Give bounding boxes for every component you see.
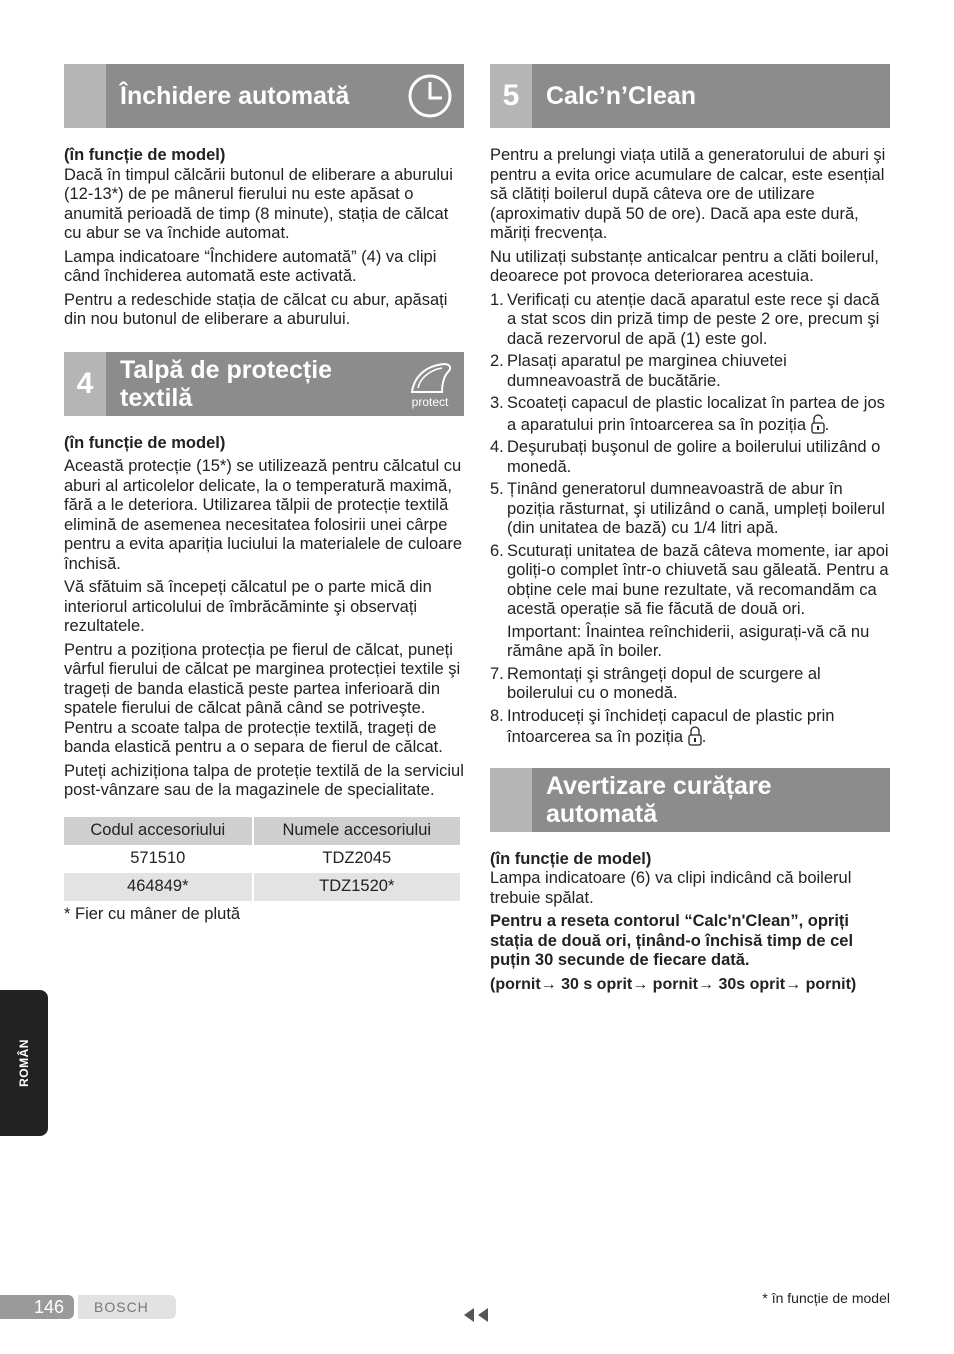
calc-title: Calc’n’Clean [546,82,697,110]
table-cell: 464849* [64,873,252,901]
list-item: 7. Remontați şi strângeți dopul de scurgere al boilerului cu o monedă. [490,664,821,702]
closed-lock-icon [688,726,702,746]
language-label: ROMÂN [17,1039,31,1087]
protect-paragraph: Această protecție (15*) se utilizează pentru călcatul cu aburi al articolelor delicate, la o temperatură maximă, fără a le deteriora. Utilizarea tălpii de protecție textilă elimină de asemenea necesitatea folosirii unei cârpe pentru a evita apariția luciului la materialele de culoare închisă. [64,457,463,573]
list-item: 1. Verificați cu atenție dacă aparatul este rece şi dacă a stat scos din priză timp de peste 2 ore, precum şi dacă rezervorul de apă (1) este gol. [490,290,880,348]
table-header: Numele accesoriului [254,817,460,845]
model-note: (în funcție de model) [490,849,652,868]
table-cell: TDZ2045 [322,849,392,867]
table-header-row [64,817,460,845]
section-number: 5 [490,64,532,128]
iron-protect-icon [404,358,456,410]
accessory-table [62,817,462,901]
section-number-block [64,64,106,128]
calc-intro: Pentru a prelungi viața utilă a generatorului de aburi şi pentru a evita orice acumulare de calcar, este esențial să clătiți boilerul după câteva ore de utilizare (aproximativ după 50 de ore). Dacă apa este dură, măriți frecvența. [490,146,886,242]
table-row [64,873,460,901]
protect-header [64,352,464,416]
brand-label: BOSCH [78,1295,176,1319]
warn-reset-instruction: Pentru a reseta contorul “Calc'n'Clean”, opriți stația de două ori, ținând-o închisă timp de cel puțin 30 secunde de fiecare dată. [490,912,854,969]
calc-steps [490,291,890,748]
list-item: 6. Scuturați unitatea de bază câteva momente, iar apoi goliți-o complet într-o chiuvetă sau găleată. Pentru a obține cele mai bune rezultate, vă recomandăm ca acestă operație să fie făcută de două ori. Important: Înaintea reînchiderii, asigurați-vă că nu rămâne apă în boiler. [490,541,889,660]
warn-title: Avertizare curățare automată [546,771,772,828]
table-cell: 571510 [130,849,186,867]
warn-sequence: (pornit→ 30 s oprit→ pornit→ 30s oprit→ pornit) [490,975,857,993]
list-item: 4. Deşurubați buşonul de golire a boilerului utilizând o monedă. [490,438,881,476]
language-tab [0,990,48,1136]
calc-body [490,146,890,748]
auto-off-title: Închidere automată [120,82,350,110]
section-number: 4 [64,352,106,416]
list-item: 5. Ținând generatorul dumneavoastră de abur în poziția răsturnat, şi utilizând o cană, umpleți boilerul (din unitatea de bază) cu 1/4 litri apă. [490,480,885,537]
open-lock-icon [811,414,825,434]
section-number-block [490,768,532,832]
protect-paragraph: Pentru a poziționa protecția pe fierul de călcat, puneți vârful fierului de călcat pe marginea protecției textile şi trageți de banda elastică peste partea inferioară din spatele fierului de călcat până când se potriveşte. Pentru a scoate talpa de protecție textilă, trageți de banda elastică pentru a o separa de fierul de călcat. [64,640,461,756]
warn-body [490,850,890,995]
auto-off-paragraph: Lampa indicatoare “Închidere automată” (4) va clipi când închiderea automată este activată. [64,247,437,285]
model-note: (în funcție de model) [64,433,226,452]
right-column [490,64,890,994]
warn-text: Lampa indicatoare (6) va clipi indicând că boilerul trebuie spălat. [490,869,852,907]
list-item: 2. Plasați aparatul pe marginea chiuvetei dumneavoastră de bucătărie. [490,352,787,390]
calc-intro: Nu utilizați substanțe anticalcar pentru a clăti boilerul, deoarece pot provoca deteriorarea acestuia. [490,247,879,285]
calc-header [490,64,890,128]
protect-title: Talpă de protecție textilă [120,355,333,412]
list-item: 3. Scoateți capacul de plastic localizat în partea de jos a aparatului prin întoarcerea sa în poziția . [490,394,885,434]
table-header: Codul accesoriului [64,817,252,845]
auto-off-paragraph: Pentru a redeschide stația de călcat cu abur, apăsați din nou butonul de eliberare a aburului. [64,290,448,328]
protect-paragraph: Puteți achiziționa talpa de proteție textilă de la serviciul post-vânzare sau de la magazinele de specialitate. [64,761,464,799]
table-cell: TDZ1520* [254,873,460,901]
page-number: 146 [0,1295,74,1319]
clock-icon [404,70,456,122]
warn-header [490,768,890,832]
step-note: Important: Înaintea reînchiderii, asigurați-vă că nu rămâne apă în boiler. [507,622,870,660]
protect-body [64,434,464,925]
auto-off-body [64,146,464,330]
auto-off-header [64,64,464,128]
footer-note: * în funcție de model [762,1290,890,1306]
auto-off-paragraph: Dacă în timpul călcării butonul de eliberare a aburului (12-13*) de pe mânerul fierului nu este apăsat o anumită perioadă de timp (8 minute), stația de călcat cu abur se va închide automat. [64,165,453,242]
protect-paragraph: Vă sfătuim să începeți călcatul pe o parte mică din interiorul articolului de îmbrăcăminte şi observați rezultatele. [64,578,432,635]
rewind-arrows-icon [462,1308,490,1322]
model-note: (în funcție de model) [64,146,226,164]
list-item: 8. Introduceți şi închideți capacul de plastic prin întoarcerea sa în poziția . [490,706,835,746]
protect-icon-label: protect [411,394,449,409]
table-row [64,845,460,873]
table-footnote: * Fier cu mâner de plută [64,904,241,923]
left-column [64,64,464,924]
